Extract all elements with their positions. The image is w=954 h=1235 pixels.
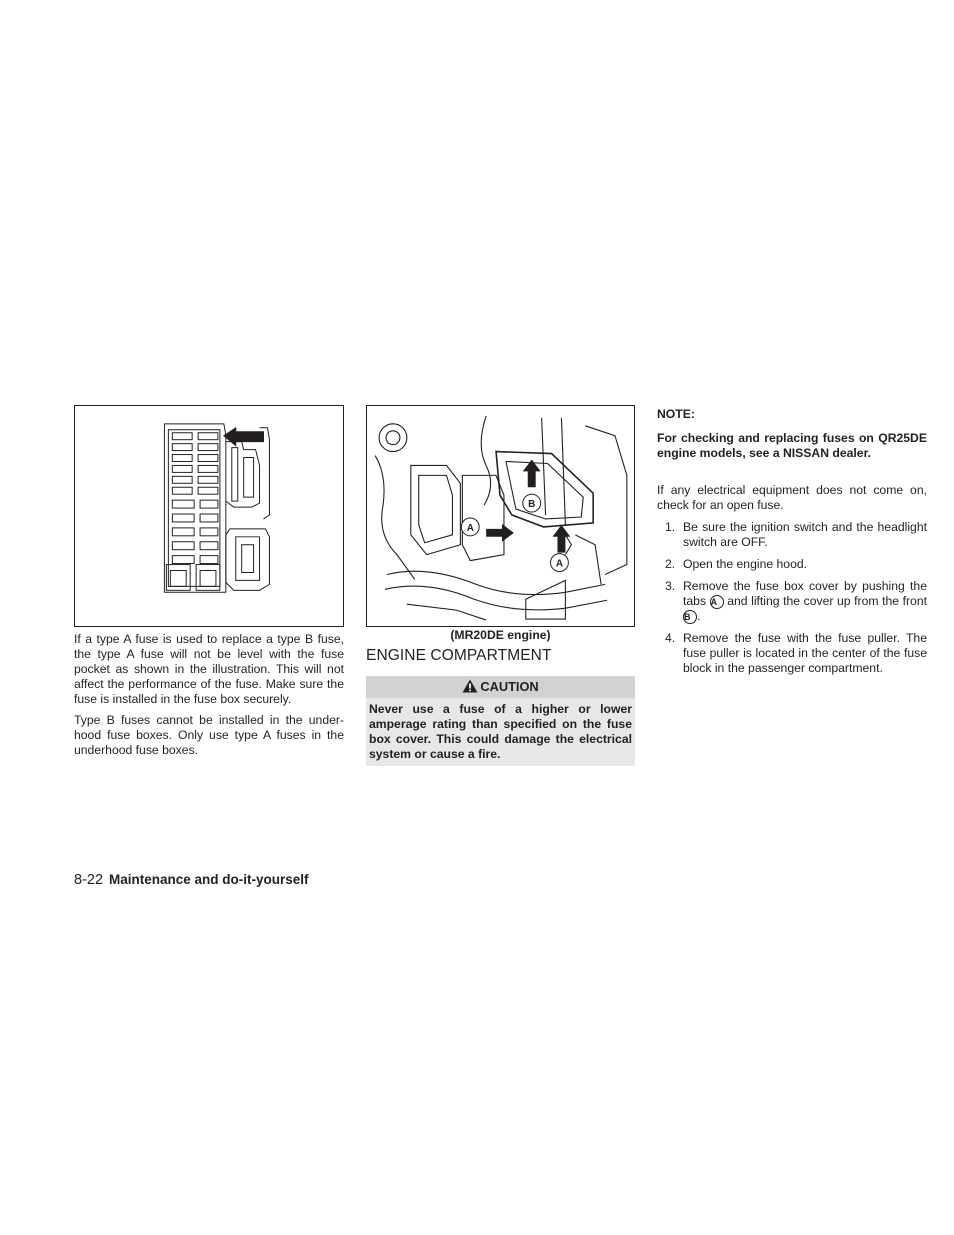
step-text: Remove the fuse with the fuse puller. The fuse puller is located in the center of the fuse block in the passenger compartment. <box>683 631 927 675</box>
caution-title: CAUTION <box>480 679 539 694</box>
fuse-box-illustration <box>74 405 344 627</box>
page-footer <box>74 872 309 888</box>
caution-text: Never use a fuse of a higher or lower amperage rating than specified on the fuse box cover. This could damage the electrical system or cause a fire. <box>366 698 635 766</box>
step-2 <box>657 557 927 572</box>
callout-a-label-1: A <box>466 522 474 534</box>
procedure-steps <box>657 520 927 683</box>
callout-b-label: B <box>528 499 536 511</box>
warning-icon <box>462 679 478 693</box>
caution-box <box>366 676 635 766</box>
step-3 <box>657 579 927 624</box>
step-text: Open the engine hood. <box>683 557 808 571</box>
step-number: 2. <box>665 557 676 571</box>
intro-paragraph: If any electrical equipment does not come on, check for an open fuse. <box>657 483 927 512</box>
step-number: 4. <box>665 631 676 645</box>
note-text: For checking and replacing fuses on QR25DE engine models, see a NISSAN dealer. <box>657 431 927 460</box>
note-label: NOTE: <box>657 407 695 421</box>
step-number: 1. <box>665 520 676 534</box>
step-4 <box>657 631 927 676</box>
step-1 <box>657 520 927 550</box>
step-text-pre: Remove the fuse box cover by pushing the tabs <box>683 579 927 608</box>
caution-header <box>366 676 635 698</box>
page-number: 8-22 <box>74 872 104 888</box>
engine-drawing <box>367 406 634 626</box>
callout-b-inline: B <box>683 610 697 624</box>
callout-a-inline: A <box>710 595 724 609</box>
fuse-box-drawing <box>75 406 343 626</box>
section-heading: ENGINE COMPARTMENT <box>366 647 552 664</box>
step-number: 3. <box>665 579 676 593</box>
type-b-fuse-paragraph: Type B fuses cannot be installed in the under-hood fuse boxes. Only use type A fuses in the underhood fuse boxes. <box>74 713 344 757</box>
chapter-title: Maintenance and do-it-yourself <box>109 872 309 887</box>
step-text: Be sure the ignition switch and the headlight switch are OFF. <box>683 520 927 549</box>
step-text-post: . <box>697 609 701 623</box>
type-a-fuse-paragraph: If a type A fuse is used to replace a type B fuse, the type A fuse will not be level with the fuse pocket as shown in the illustration. This will not affect the performance of the fuse. Make sure the fuse is installed in the fuse box securely. <box>74 632 344 706</box>
engine-compartment-illustration <box>366 405 635 627</box>
figure-caption: (MR20DE engine) <box>450 628 551 642</box>
callout-a-label-2: A <box>555 558 564 570</box>
step-text-mid: and lifting the cover up from the front <box>727 594 927 608</box>
